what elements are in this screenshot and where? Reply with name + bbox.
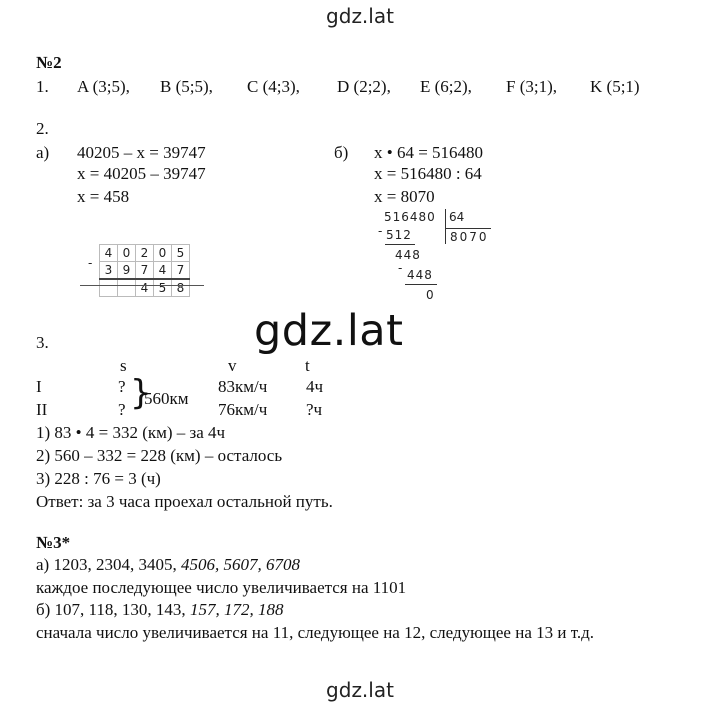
division-dividend: 516480 xyxy=(384,210,436,224)
grid-cell: 0 xyxy=(154,245,172,262)
point-e: E (6;2), xyxy=(420,77,472,96)
division-vertical-line xyxy=(445,209,446,244)
point-c: C (4;3), xyxy=(247,77,300,96)
point-d: D (2;2), xyxy=(337,77,391,96)
watermark-bottom: gdz.lat xyxy=(326,678,394,702)
total-distance: 560км xyxy=(144,389,189,408)
column-s-header: s xyxy=(120,356,127,375)
grid-cell xyxy=(100,279,118,297)
watermark-top: gdz.lat xyxy=(326,4,394,28)
solution-step2: 2) 560 – 332 = 228 (км) – осталось xyxy=(36,446,283,465)
part2-a-line3: x = 458 xyxy=(77,187,130,206)
grid-cell: 7 xyxy=(172,262,190,280)
division-rem2: 0 xyxy=(426,288,434,302)
sequence-a xyxy=(36,555,300,575)
point-b: B (5;5), xyxy=(160,77,213,96)
column-t-header: t xyxy=(305,356,310,375)
subtraction-row-minuend xyxy=(100,245,190,262)
subtraction-row-subtrahend xyxy=(100,262,190,280)
grid-cell: 8 xyxy=(172,279,190,297)
grid-cell: 5 xyxy=(172,245,190,262)
division-divisor: 64 xyxy=(449,210,465,224)
grid-cell: 3 xyxy=(100,262,118,280)
watermark-middle: gdz.lat xyxy=(254,306,404,356)
sequence-b-answer: 157, 172, 188 xyxy=(189,600,284,619)
row2-v: 76км/ч xyxy=(218,400,268,419)
row1-t: 4ч xyxy=(306,377,324,396)
grid-cell: 0 xyxy=(118,245,136,262)
task3-header: №3* xyxy=(36,533,71,552)
division-minus-2: - xyxy=(398,261,403,275)
part2-a-label: а) xyxy=(36,143,50,162)
part2-b-label: б) xyxy=(334,143,349,162)
row2-t: ?ч xyxy=(306,400,323,419)
point-k: K (5;1) xyxy=(590,77,640,96)
part1-number: 1. xyxy=(36,77,49,96)
division-quotient: 8070 xyxy=(450,230,489,244)
division-minus-1: - xyxy=(378,224,383,238)
division-rem1: 448 xyxy=(395,248,421,262)
answer-line: Ответ: за 3 часа проехал остальной путь. xyxy=(36,492,333,511)
division-step2-line xyxy=(405,284,437,285)
solution-step1: 1) 83 • 4 = 332 (км) – за 4ч xyxy=(36,423,226,442)
grid-cell: 7 xyxy=(136,262,154,280)
subtraction-row-result xyxy=(100,279,190,297)
sequence-a-rule: каждое последующее число увеличивается на 1101 xyxy=(36,578,407,597)
solution-step3: 3) 228 : 76 = 3 (ч) xyxy=(36,469,161,488)
part2-number: 2. xyxy=(36,119,49,138)
grid-cell: 4 xyxy=(154,262,172,280)
sequence-b xyxy=(36,600,283,620)
grid-cell xyxy=(118,279,136,297)
grid-cell: 9 xyxy=(118,262,136,280)
point-a: A (3;5), xyxy=(77,77,130,96)
row2-label: II xyxy=(36,400,48,419)
subtraction-minus-sign: - xyxy=(88,256,93,270)
subtraction-result-line xyxy=(80,285,204,286)
part2-b-line3: x = 8070 xyxy=(374,187,435,206)
part2-b-line2: x = 516480 : 64 xyxy=(374,164,482,183)
subtraction-grid xyxy=(99,244,190,297)
grid-cell: 4 xyxy=(136,279,154,297)
division-step1-line xyxy=(385,244,415,245)
part2-a-line1: 40205 – x = 39747 xyxy=(77,143,206,162)
column-v-header: v xyxy=(228,356,237,375)
grid-cell: 5 xyxy=(154,279,172,297)
row1-s: ? xyxy=(118,377,126,396)
row1-label: I xyxy=(36,377,42,396)
division-step2: 448 xyxy=(407,268,433,282)
division-divisor-line xyxy=(445,228,491,229)
sequence-a-answer: 4506, 5607, 6708 xyxy=(180,555,300,574)
sequence-b-rule: сначала число увеличивается на 11, следующее на 12, следующее на 13 и т.д. xyxy=(36,623,595,642)
sequence-b-given: б) 107, 118, 130, 143, xyxy=(36,600,190,619)
task2-header: №2 xyxy=(36,53,62,72)
sequence-a-given: а) 1203, 2304, 3405, xyxy=(36,555,181,574)
point-f: F (3;1), xyxy=(506,77,557,96)
grid-cell: 4 xyxy=(100,245,118,262)
part3-number: 3. xyxy=(36,333,49,352)
row1-v: 83км/ч xyxy=(218,377,268,396)
row2-s: ? xyxy=(118,400,126,419)
part2-a-line2: x = 40205 – 39747 xyxy=(77,164,206,183)
division-step1: 512 xyxy=(386,228,412,242)
part2-b-line1: x • 64 = 516480 xyxy=(374,143,484,162)
distance-brace: } xyxy=(130,373,152,413)
grid-cell: 2 xyxy=(136,245,154,262)
